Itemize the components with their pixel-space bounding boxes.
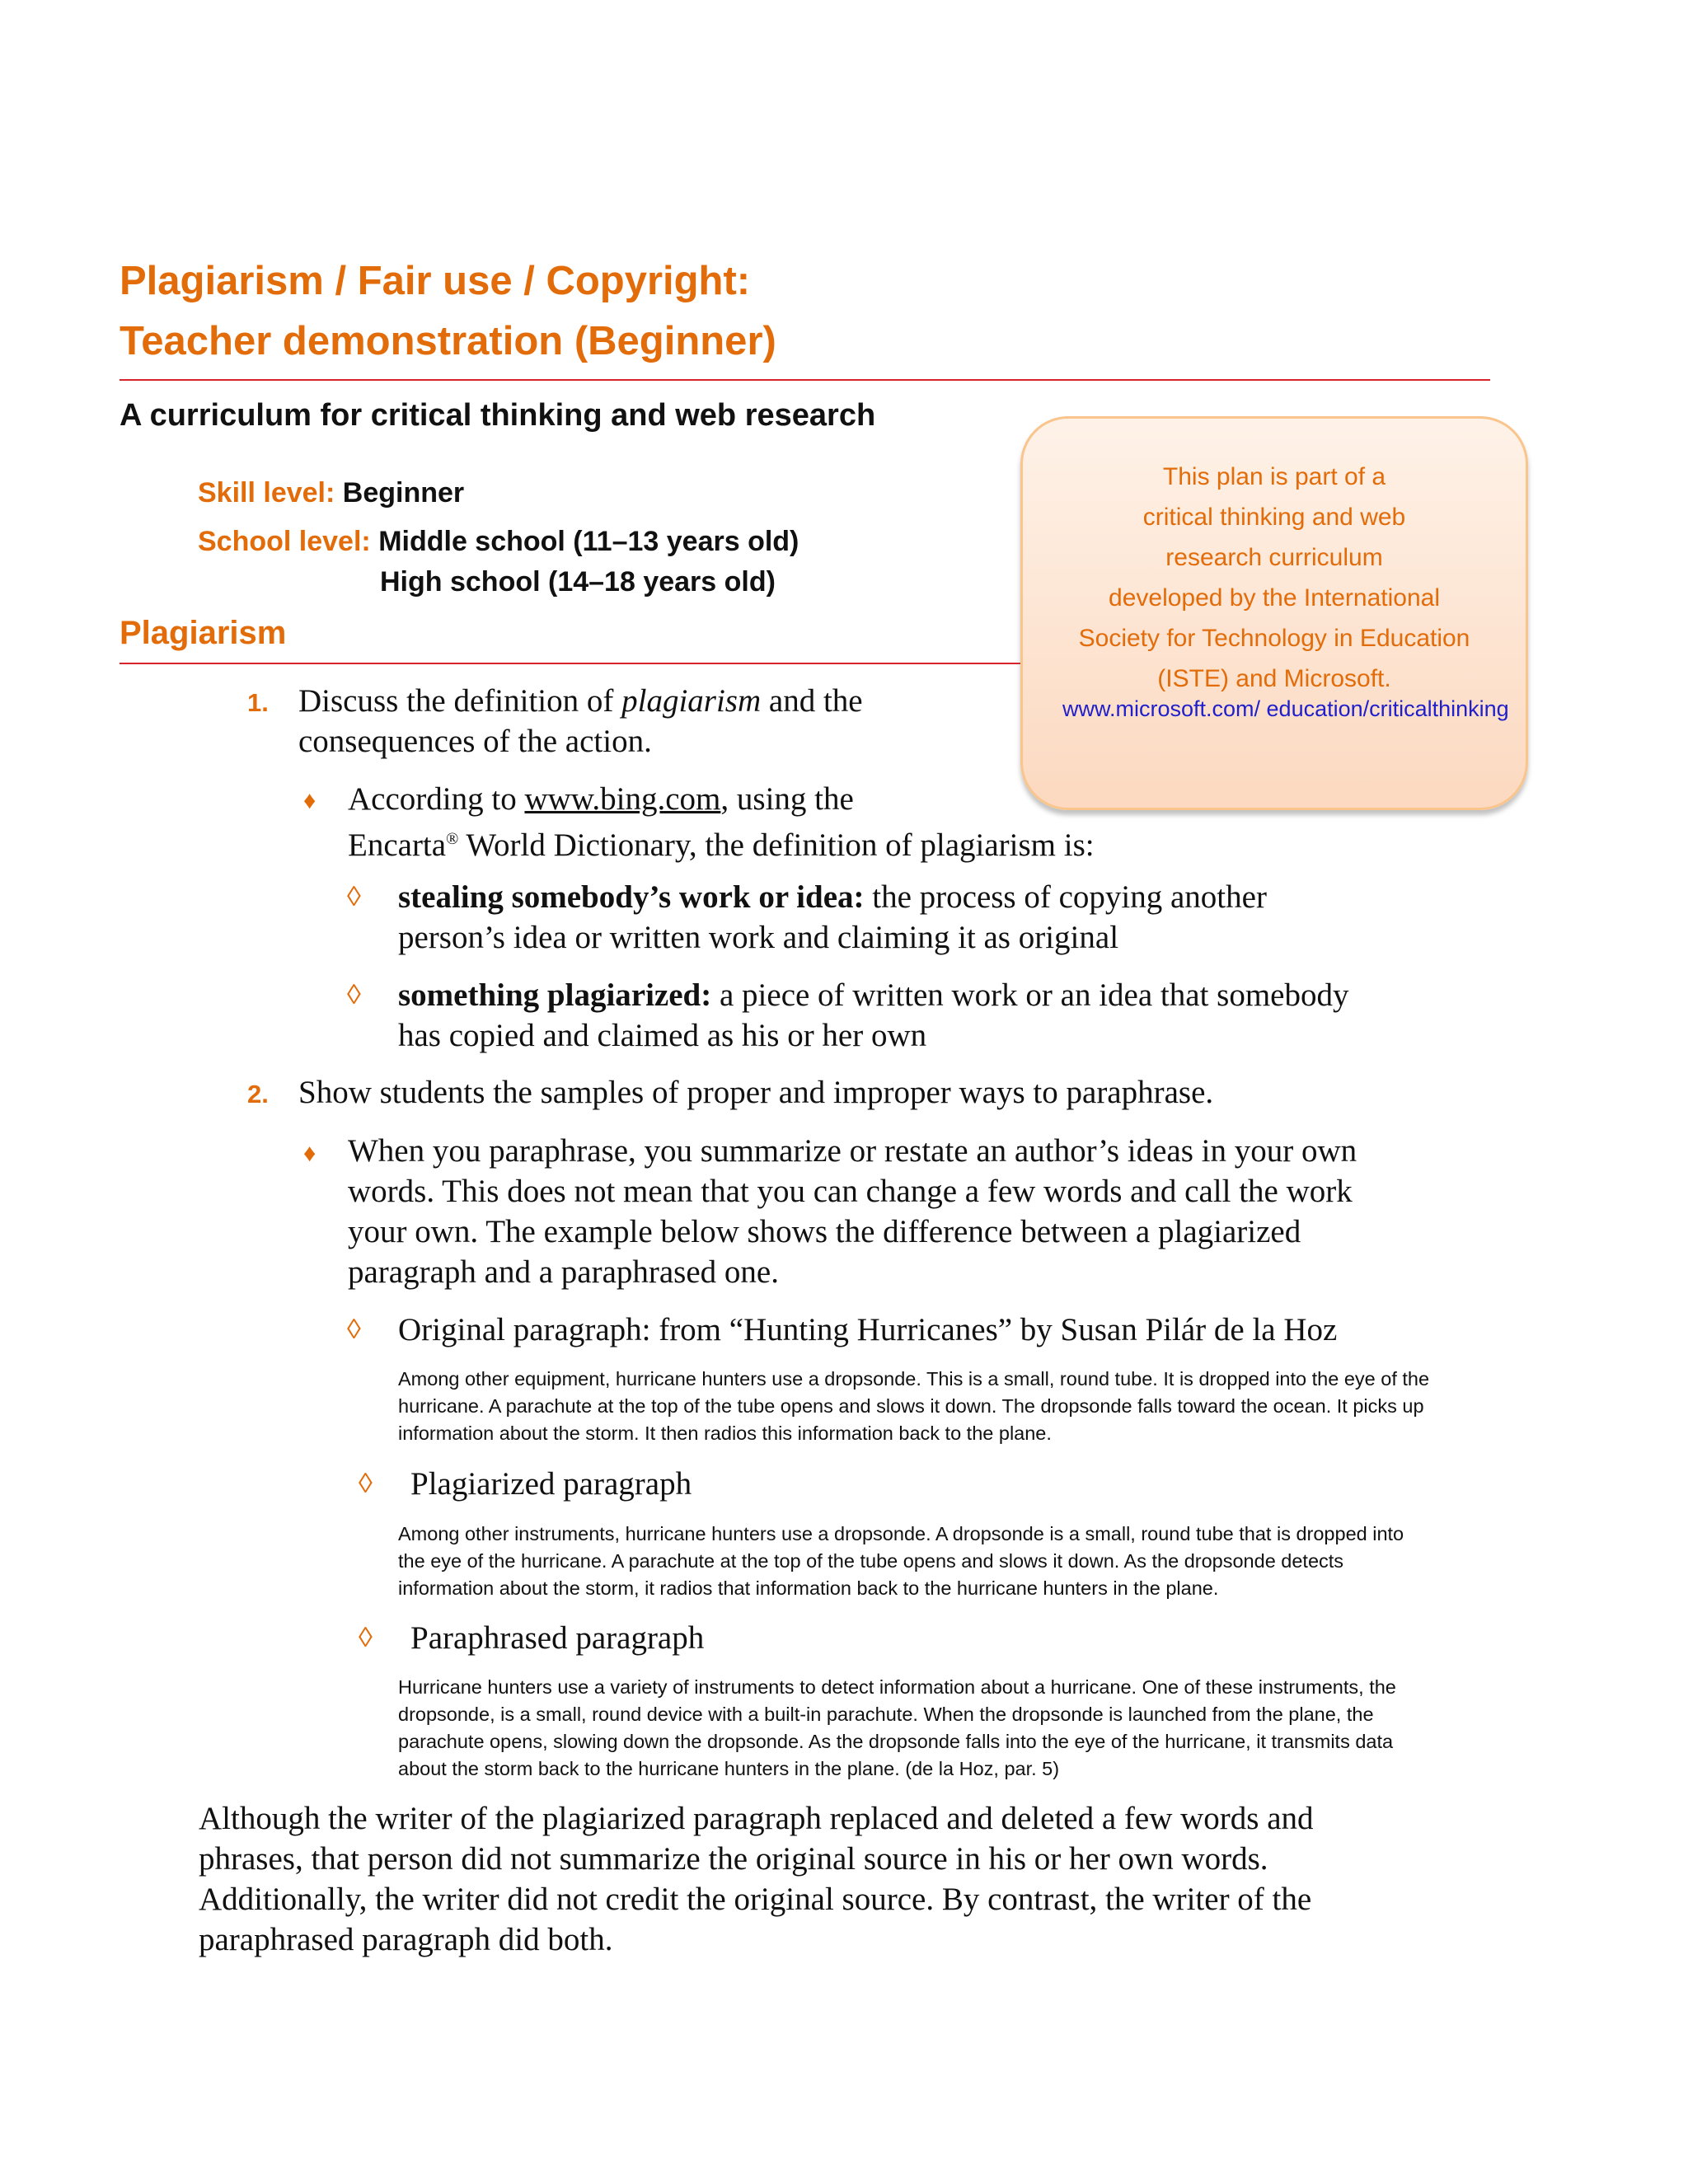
- bullet-1-line-2-end: World Dictionary, the definition of plagiarism is:: [458, 827, 1095, 863]
- definition-1-term: stealing somebody’s work or idea:: [398, 879, 865, 915]
- definition-2-text: a piece of written work or an idea that somebody: [711, 977, 1349, 1013]
- plagiarized-line-1: Among other instruments, hurricane hunters use a dropsonde. A dropsonde is a small, round tube that is dropped into: [398, 1523, 1404, 1544]
- closing-line-1: Although the writer of the plagiarized paragraph replaced and deleted a few words and: [199, 1801, 1314, 1836]
- original-line-1: Among other equipment, hurricane hunters use a dropsonde. This is a small, round tube. It is dropped into the eye of the: [398, 1368, 1430, 1390]
- plagiarized-line-3: information about the storm, it radios that information back to the hurricane hunters in the plane.: [398, 1577, 1219, 1599]
- list-number-1: 1.: [247, 688, 269, 717]
- bullet-2: [348, 1131, 1584, 1292]
- skill-level-value: Beginner: [342, 477, 465, 509]
- skill-level: [198, 472, 464, 513]
- school-level: [198, 521, 799, 562]
- bullet-1-text: According to: [348, 781, 525, 817]
- paraphrased-line-2: dropsonde, is a small, round device with a built-in parachute. When the dropsonde is launched from the plane, the: [398, 1704, 1374, 1725]
- title-line-1: Plagiarism / Fair use / Copyright:: [120, 259, 751, 303]
- list-number-2: 2.: [247, 1080, 269, 1108]
- bullet-1: [348, 779, 1584, 865]
- original-paragraph: [398, 1366, 1634, 1447]
- paraphrased-paragraph-heading: Paraphrased paragraph: [410, 1620, 705, 1656]
- section-rule: [120, 663, 1026, 664]
- bullet-2-line-4: paragraph and a paraphrased one.: [348, 1254, 779, 1290]
- list-item-1-emphasis: plagiarism: [621, 683, 762, 719]
- bullet-2-line-3: your own. The example below shows the difference between a plagiarized: [348, 1214, 1301, 1249]
- title-line-2: Teacher demonstration (Beginner): [120, 319, 776, 363]
- list-item-2: Show students the samples of proper and improper ways to paraphrase.: [298, 1075, 1214, 1110]
- callout-link[interactable]: www.microsoft.com/ education/criticalthinking: [1062, 696, 1509, 721]
- original-paragraph-heading: Original paragraph: from “Hunting Hurricanes” by Susan Pilár de la Hoz: [398, 1312, 1338, 1347]
- filled-diamond-icon: ♦: [303, 1140, 316, 1167]
- bullet-1-line-2: Encarta: [348, 827, 447, 863]
- closing-line-2: phrases, that person did not summarize the original source in his or her own words.: [199, 1841, 1268, 1877]
- original-line-3: information about the storm. It then radios this information back to the plane.: [398, 1422, 1052, 1444]
- plagiarized-paragraph-heading: Plagiarized paragraph: [410, 1466, 692, 1502]
- definition-1-text: the process of copying another: [864, 879, 1267, 915]
- callout-text: This plan is part of a critical thinking and web research curriculum developed by the International Society for Technology in Education (ISTE) and Microsoft.: [1078, 463, 1470, 692]
- paraphrased-line-1: Hurricane hunters use a variety of instruments to detect information about a hurricane. One of these instruments, the: [398, 1676, 1396, 1698]
- closing-paragraph: [199, 1798, 1600, 1960]
- page-title: [120, 251, 776, 372]
- closing-line-3: Additionally, the writer did not credit the original source. By contrast, the writer of the: [199, 1882, 1312, 1917]
- list-item-1: [298, 681, 958, 762]
- definition-2-term: something plagiarized:: [398, 977, 712, 1013]
- outline-diamond-icon: ◊: [347, 1315, 361, 1345]
- outline-diamond-icon: ◊: [347, 882, 361, 912]
- list-item-1-text-end: and the: [761, 683, 863, 719]
- original-line-2: hurricane. A parachute at the top of the tube opens and slows it down. The dropsonde falls toward the ocean. It picks up: [398, 1395, 1424, 1417]
- list-item-1-line-2: consequences of the action.: [298, 724, 652, 759]
- plagiarized-line-2: the eye of the hurricane. A parachute at the top of the tube opens and slows it down. As the dropsonde detects: [398, 1550, 1344, 1572]
- definition-1: [398, 877, 1593, 958]
- school-level-value-2-row: [380, 561, 776, 602]
- definition-2-line-2: has copied and claimed as his or her own: [398, 1018, 927, 1053]
- closing-line-4: paraphrased paragraph did both.: [199, 1922, 613, 1957]
- school-level-value-2: High school (14–18 years old): [380, 566, 776, 598]
- curriculum-callout: [1020, 416, 1528, 810]
- school-level-value-1: Middle school (11–13 years old): [378, 526, 799, 557]
- school-level-label: School level:: [198, 526, 371, 557]
- bullet-1-text-end: , using the: [720, 781, 854, 817]
- section-heading: Plagiarism: [120, 615, 287, 651]
- bullet-2-line-2: words. This does not mean that you can change a few words and call the work: [348, 1174, 1353, 1209]
- paraphrased-line-3: parachute opens, slowing down the dropsonde. As the dropsonde falls into the eye of the hurricane, it transmits data: [398, 1731, 1394, 1752]
- definition-1-line-2: person’s idea or written work and claiming it as original: [398, 920, 1119, 955]
- plagiarized-paragraph: [398, 1521, 1634, 1602]
- bullet-2-line-1: When you paraphrase, you summarize or restate an author’s ideas in your own: [348, 1133, 1357, 1169]
- outline-diamond-icon: ◊: [359, 1623, 373, 1653]
- page-subtitle: A curriculum for critical thinking and web research: [120, 398, 876, 433]
- outline-diamond-icon: ◊: [359, 1469, 373, 1499]
- skill-level-label: Skill level:: [198, 477, 335, 509]
- bing-link[interactable]: www.bing.com: [524, 781, 721, 817]
- title-rule: [120, 379, 1490, 381]
- paraphrased-line-4: about the storm back to the hurricane hunters in the plane. (de la Hoz, par. 5): [398, 1758, 1060, 1779]
- filled-diamond-icon: ♦: [303, 787, 316, 814]
- paraphrased-paragraph: [398, 1674, 1634, 1783]
- registered-mark: ®: [446, 830, 459, 848]
- list-item-1-text: Discuss the definition of: [298, 683, 622, 719]
- definition-2: [398, 975, 1593, 1056]
- outline-diamond-icon: ◊: [347, 980, 361, 1010]
